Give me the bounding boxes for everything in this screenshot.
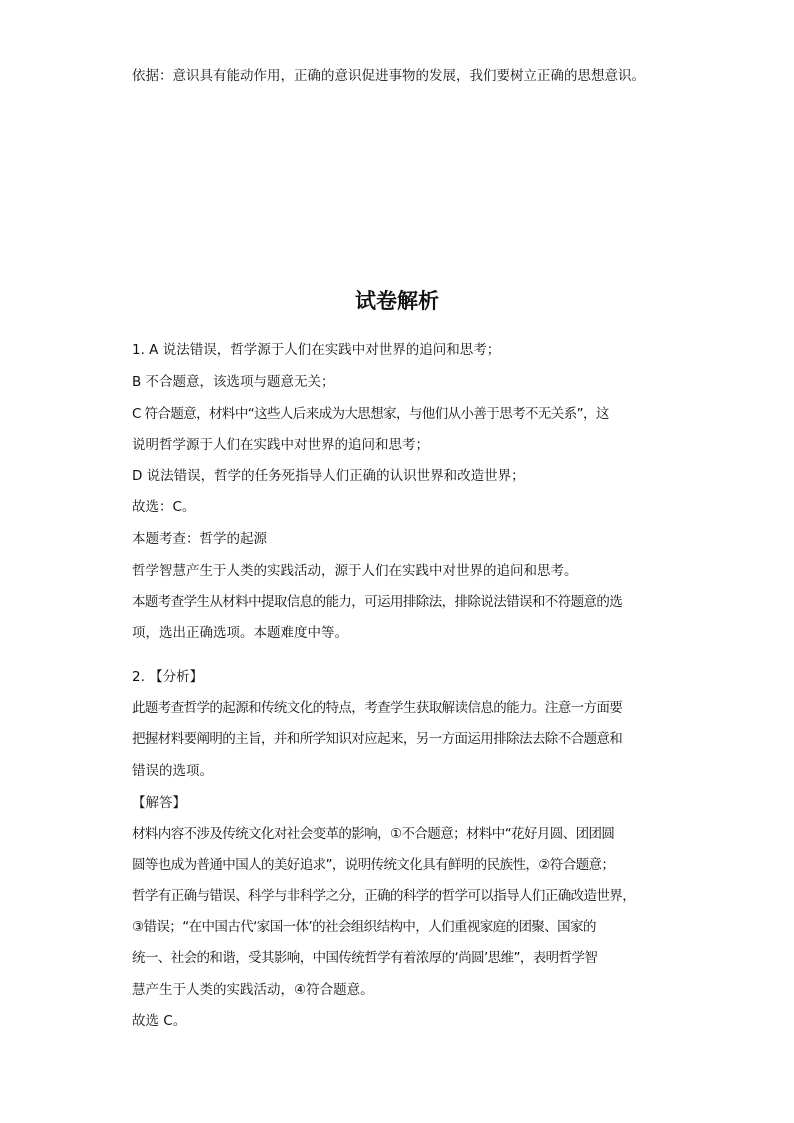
q1-line-4: 说明哲学源于人们在实践中对世界的追问和思考； <box>132 437 429 453</box>
q2-answer-line-6: 慧产生于人类的实践活动，④符合题意。 <box>132 982 374 998</box>
q2-answer-line-4: ③错误；“在中国古代‘家国一体’的社会组织结构中，人们重视家庭的团聚、国家的 <box>132 919 596 935</box>
q1-line-10: 项，选出正确选项。本题难度中等。 <box>132 625 348 641</box>
top-note: 依据：意识具有能动作用，正确的意识促进事物的发展，我们要树立正确的思想意识。 <box>132 68 645 84</box>
q2-analysis-line-3: 错误的选项。 <box>132 763 213 779</box>
q2-answer-line-1: 材料内容不涉及传统文化对社会变革的影响，①不合题意；材料中“花好月圆、团团圆 <box>132 826 615 842</box>
q1-line-8: 哲学智慧产生于人类的实践活动，源于人们在实践中对世界的追问和思考。 <box>132 563 578 579</box>
q2-analysis-line-2: 把握材料要阐明的主旨，并和所学知识对应起来，另一方面运用排除法去除不合题意和 <box>132 731 623 747</box>
q2-heading: 2. 【分析】 <box>132 669 204 685</box>
q2-answer-line-2: 圆等也成为普通中国人的美好追求”，说明传统文化具有鲜明的民族性，②符合题意； <box>132 857 615 873</box>
q2-answer-heading: 【解答】 <box>132 795 186 811</box>
page-title: 试卷解析 <box>355 288 439 313</box>
q2-answer-line-3: 哲学有正确与错误、科学与非科学之分，正确的科学的哲学可以指导人们正确改造世界， <box>132 888 636 904</box>
q1-line-6: 故选：C。 <box>132 499 196 515</box>
q1-line-2: B 不合题意，该选项与题意无关； <box>132 374 335 390</box>
q2-conclusion: 故选 C。 <box>132 1013 187 1029</box>
q2-analysis-line-1: 此题考查哲学的起源和传统文化的特点，考查学生获取解读信息的能力。注意一方面要 <box>132 700 623 716</box>
q1-line-7: 本题考查：哲学的起源 <box>132 531 267 547</box>
q1-line-1: 1. A 说法错误，哲学源于人们在实践中对世界的追问和思考； <box>132 342 501 358</box>
q1-line-3: C 符合题意，材料中“这些人后来成为大思想家，与他们从小善于思考不无关系”，这 <box>132 406 609 422</box>
q1-line-5: D 说法错误，哲学的任务死指导人们正确的认识世界和改造世界； <box>132 468 525 484</box>
q1-line-9: 本题考查学生从材料中提取信息的能力，可运用排除法，排除说法错误和不符题意的选 <box>132 594 623 610</box>
q2-answer-line-5: 统一、社会的和谐，受其影响，中国传统哲学有着浓厚的‘尚圆’思维”，表明哲学智 <box>132 950 598 966</box>
